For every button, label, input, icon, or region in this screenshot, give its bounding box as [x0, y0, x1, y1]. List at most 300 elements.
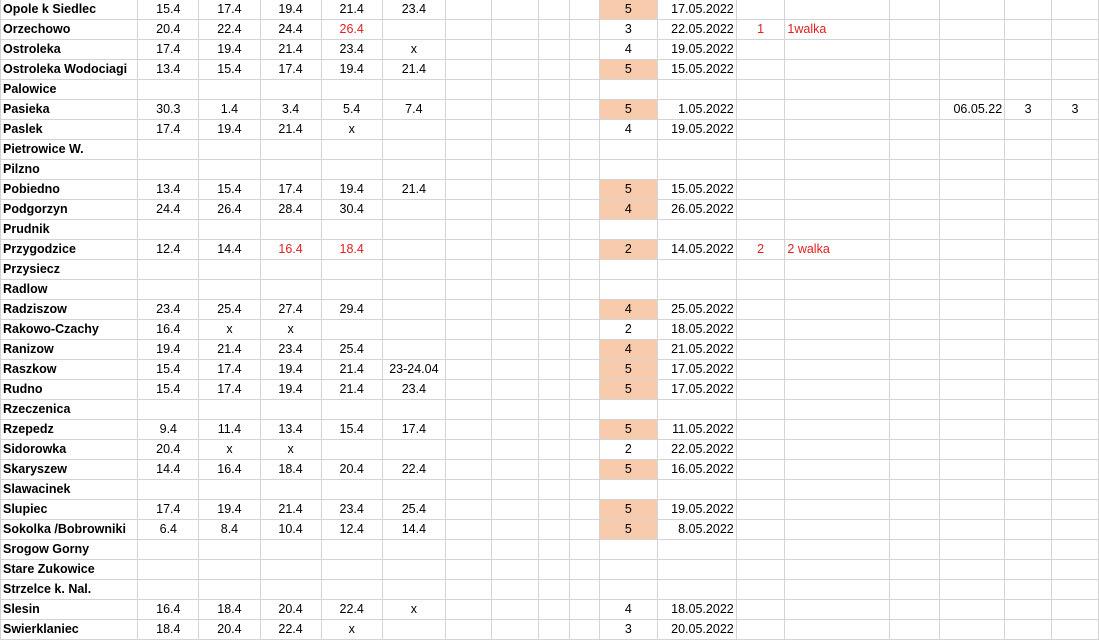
date-cell[interactable] [199, 560, 260, 580]
empty-cell[interactable] [538, 60, 570, 80]
extra-value-cell[interactable] [1052, 560, 1099, 580]
empty-cell[interactable] [570, 80, 600, 100]
empty-cell[interactable] [445, 440, 491, 460]
empty-cell[interactable] [492, 620, 538, 640]
extra-date-cell[interactable] [940, 440, 1005, 460]
empty-cell[interactable] [445, 520, 491, 540]
date-cell[interactable] [382, 160, 445, 180]
empty-cell[interactable] [445, 580, 491, 600]
extra-date-cell[interactable] [940, 40, 1005, 60]
empty-cell[interactable] [570, 20, 600, 40]
empty-cell[interactable] [890, 520, 940, 540]
score-cell[interactable]: 4 [599, 120, 657, 140]
due-date-cell[interactable]: 25.05.2022 [657, 300, 736, 320]
extra-value-cell[interactable] [1005, 160, 1052, 180]
empty-cell[interactable] [570, 360, 600, 380]
extra-date-cell[interactable] [940, 140, 1005, 160]
date-cell[interactable]: 10.4 [260, 520, 321, 540]
empty-cell[interactable] [570, 60, 600, 80]
date-cell[interactable]: 19.4 [199, 120, 260, 140]
count-cell[interactable] [736, 560, 785, 580]
due-date-cell[interactable] [657, 160, 736, 180]
empty-cell[interactable] [445, 320, 491, 340]
note-cell[interactable] [785, 500, 890, 520]
empty-cell[interactable] [538, 320, 570, 340]
empty-cell[interactable] [570, 340, 600, 360]
extra-date-cell[interactable] [940, 180, 1005, 200]
empty-cell[interactable] [890, 20, 940, 40]
location-name-cell[interactable]: Przygodzice [1, 240, 138, 260]
empty-cell[interactable] [538, 140, 570, 160]
extra-value-cell[interactable] [1005, 380, 1052, 400]
count-cell[interactable] [736, 400, 785, 420]
empty-cell[interactable] [570, 180, 600, 200]
due-date-cell[interactable] [657, 80, 736, 100]
extra-date-cell[interactable] [940, 120, 1005, 140]
extra-value-cell[interactable] [1005, 80, 1052, 100]
extra-date-cell[interactable] [940, 240, 1005, 260]
empty-cell[interactable] [890, 340, 940, 360]
empty-cell[interactable] [445, 560, 491, 580]
location-name-cell[interactable]: Slesin [1, 600, 138, 620]
date-cell[interactable] [138, 560, 199, 580]
date-cell[interactable]: 17.4 [138, 40, 199, 60]
date-cell[interactable]: 22.4 [199, 20, 260, 40]
empty-cell[interactable] [445, 20, 491, 40]
score-cell[interactable]: 3 [599, 20, 657, 40]
location-name-cell[interactable]: Slawacinek [1, 480, 138, 500]
score-cell[interactable]: 5 [599, 60, 657, 80]
extra-date-cell[interactable] [940, 220, 1005, 240]
due-date-cell[interactable]: 22.05.2022 [657, 20, 736, 40]
date-cell[interactable]: 15.4 [138, 380, 199, 400]
date-cell[interactable] [382, 580, 445, 600]
count-cell[interactable] [736, 360, 785, 380]
due-date-cell[interactable]: 19.05.2022 [657, 40, 736, 60]
date-cell[interactable] [138, 540, 199, 560]
due-date-cell[interactable]: 17.05.2022 [657, 360, 736, 380]
date-cell[interactable] [321, 440, 382, 460]
location-name-cell[interactable]: Pasieka [1, 100, 138, 120]
score-cell[interactable]: 5 [599, 0, 657, 20]
date-cell[interactable] [138, 80, 199, 100]
date-cell[interactable]: 19.4 [321, 180, 382, 200]
empty-cell[interactable] [538, 280, 570, 300]
empty-cell[interactable] [538, 520, 570, 540]
date-cell[interactable] [260, 140, 321, 160]
empty-cell[interactable] [445, 100, 491, 120]
extra-value-cell[interactable] [1005, 60, 1052, 80]
date-cell[interactable]: 15.4 [321, 420, 382, 440]
extra-value-cell[interactable] [1052, 180, 1099, 200]
date-cell[interactable] [321, 260, 382, 280]
empty-cell[interactable] [570, 500, 600, 520]
count-cell[interactable] [736, 460, 785, 480]
date-cell[interactable]: 21.4 [321, 360, 382, 380]
date-cell[interactable]: 22.4 [382, 460, 445, 480]
note-cell[interactable] [785, 160, 890, 180]
note-cell[interactable] [785, 80, 890, 100]
note-cell[interactable] [785, 560, 890, 580]
date-cell[interactable]: 29.4 [321, 300, 382, 320]
extra-value-cell[interactable] [1005, 620, 1052, 640]
note-cell[interactable] [785, 300, 890, 320]
location-name-cell[interactable]: Ostroleka Wodociagi [1, 60, 138, 80]
date-cell[interactable] [382, 220, 445, 240]
date-cell[interactable]: 26.4 [199, 200, 260, 220]
count-cell[interactable] [736, 100, 785, 120]
date-cell[interactable]: x [382, 600, 445, 620]
empty-cell[interactable] [890, 460, 940, 480]
extra-date-cell[interactable] [940, 160, 1005, 180]
empty-cell[interactable] [890, 620, 940, 640]
extra-value-cell[interactable] [1052, 420, 1099, 440]
location-name-cell[interactable]: Prudnik [1, 220, 138, 240]
date-cell[interactable]: 17.4 [382, 420, 445, 440]
empty-cell[interactable] [890, 120, 940, 140]
empty-cell[interactable] [570, 460, 600, 480]
date-cell[interactable] [138, 220, 199, 240]
location-name-cell[interactable]: Srogow Gorny [1, 540, 138, 560]
empty-cell[interactable] [445, 240, 491, 260]
note-cell[interactable] [785, 60, 890, 80]
due-date-cell[interactable] [657, 280, 736, 300]
date-cell[interactable] [138, 260, 199, 280]
empty-cell[interactable] [445, 40, 491, 60]
empty-cell[interactable] [492, 420, 538, 440]
empty-cell[interactable] [492, 220, 538, 240]
empty-cell[interactable] [492, 460, 538, 480]
empty-cell[interactable] [890, 380, 940, 400]
extra-value-cell[interactable] [1005, 180, 1052, 200]
extra-value-cell[interactable] [1052, 120, 1099, 140]
date-cell[interactable]: x [260, 320, 321, 340]
date-cell[interactable]: 23.4 [382, 0, 445, 20]
date-cell[interactable] [138, 480, 199, 500]
date-cell[interactable]: 16.4 [260, 240, 321, 260]
empty-cell[interactable] [890, 260, 940, 280]
empty-cell[interactable] [570, 220, 600, 240]
date-cell[interactable] [138, 140, 199, 160]
due-date-cell[interactable]: 15.05.2022 [657, 60, 736, 80]
empty-cell[interactable] [538, 380, 570, 400]
date-cell[interactable]: 30.3 [138, 100, 199, 120]
empty-cell[interactable] [570, 140, 600, 160]
extra-date-cell[interactable] [940, 200, 1005, 220]
date-cell[interactable] [199, 160, 260, 180]
score-cell[interactable]: 4 [599, 300, 657, 320]
extra-date-cell[interactable] [940, 380, 1005, 400]
extra-value-cell[interactable] [1052, 340, 1099, 360]
extra-value-cell[interactable] [1052, 20, 1099, 40]
empty-cell[interactable] [492, 180, 538, 200]
empty-cell[interactable] [492, 380, 538, 400]
date-cell[interactable]: 17.4 [138, 500, 199, 520]
empty-cell[interactable] [445, 540, 491, 560]
count-cell[interactable] [736, 40, 785, 60]
count-cell[interactable] [736, 220, 785, 240]
due-date-cell[interactable]: 8.05.2022 [657, 520, 736, 540]
due-date-cell[interactable]: 19.05.2022 [657, 120, 736, 140]
count-cell[interactable] [736, 380, 785, 400]
date-cell[interactable]: 23.4 [138, 300, 199, 320]
date-cell[interactable] [382, 20, 445, 40]
empty-cell[interactable] [445, 160, 491, 180]
date-cell[interactable]: 20.4 [138, 20, 199, 40]
empty-cell[interactable] [445, 220, 491, 240]
extra-date-cell[interactable] [940, 300, 1005, 320]
extra-value-cell[interactable] [1052, 320, 1099, 340]
date-cell[interactable]: 17.4 [199, 0, 260, 20]
date-cell[interactable] [321, 160, 382, 180]
date-cell[interactable] [382, 240, 445, 260]
empty-cell[interactable] [492, 400, 538, 420]
extra-date-cell[interactable] [940, 460, 1005, 480]
empty-cell[interactable] [538, 540, 570, 560]
due-date-cell[interactable] [657, 560, 736, 580]
date-cell[interactable]: 19.4 [199, 40, 260, 60]
extra-date-cell[interactable] [940, 260, 1005, 280]
date-cell[interactable] [199, 480, 260, 500]
empty-cell[interactable] [570, 620, 600, 640]
date-cell[interactable] [382, 80, 445, 100]
empty-cell[interactable] [538, 80, 570, 100]
count-cell[interactable] [736, 340, 785, 360]
empty-cell[interactable] [445, 600, 491, 620]
empty-cell[interactable] [538, 100, 570, 120]
note-cell[interactable] [785, 360, 890, 380]
empty-cell[interactable] [890, 80, 940, 100]
date-cell[interactable] [321, 320, 382, 340]
empty-cell[interactable] [890, 500, 940, 520]
empty-cell[interactable] [445, 180, 491, 200]
score-cell[interactable] [599, 400, 657, 420]
score-cell[interactable]: 5 [599, 380, 657, 400]
location-name-cell[interactable]: Pietrowice W. [1, 140, 138, 160]
extra-value-cell[interactable] [1005, 280, 1052, 300]
empty-cell[interactable] [890, 280, 940, 300]
date-cell[interactable]: 21.4 [260, 500, 321, 520]
location-name-cell[interactable]: Sidorowka [1, 440, 138, 460]
due-date-cell[interactable]: 17.05.2022 [657, 380, 736, 400]
empty-cell[interactable] [538, 440, 570, 460]
date-cell[interactable] [260, 540, 321, 560]
empty-cell[interactable] [890, 400, 940, 420]
location-name-cell[interactable]: Opole k Siedlec [1, 0, 138, 20]
date-cell[interactable] [382, 340, 445, 360]
location-name-cell[interactable]: Rzeczenica [1, 400, 138, 420]
score-cell[interactable] [599, 260, 657, 280]
date-cell[interactable] [382, 300, 445, 320]
note-cell[interactable] [785, 540, 890, 560]
location-name-cell[interactable]: Orzechowo [1, 20, 138, 40]
extra-value-cell[interactable]: 3 [1005, 100, 1052, 120]
extra-value-cell[interactable] [1052, 440, 1099, 460]
due-date-cell[interactable]: 22.05.2022 [657, 440, 736, 460]
empty-cell[interactable] [538, 500, 570, 520]
count-cell[interactable] [736, 440, 785, 460]
empty-cell[interactable] [538, 180, 570, 200]
empty-cell[interactable] [538, 240, 570, 260]
count-cell[interactable] [736, 180, 785, 200]
date-cell[interactable] [138, 580, 199, 600]
count-cell[interactable] [736, 60, 785, 80]
extra-value-cell[interactable] [1052, 600, 1099, 620]
score-cell[interactable] [599, 480, 657, 500]
note-cell[interactable] [785, 340, 890, 360]
note-cell[interactable] [785, 520, 890, 540]
empty-cell[interactable] [538, 400, 570, 420]
count-cell[interactable] [736, 0, 785, 20]
note-cell[interactable] [785, 0, 890, 20]
date-cell[interactable]: 13.4 [260, 420, 321, 440]
date-cell[interactable]: 14.4 [199, 240, 260, 260]
score-cell[interactable]: 5 [599, 500, 657, 520]
score-cell[interactable]: 5 [599, 100, 657, 120]
date-cell[interactable] [260, 280, 321, 300]
date-cell[interactable]: 13.4 [138, 180, 199, 200]
date-cell[interactable]: 3.4 [260, 100, 321, 120]
date-cell[interactable]: 15.4 [138, 0, 199, 20]
count-cell[interactable] [736, 80, 785, 100]
date-cell[interactable] [321, 580, 382, 600]
due-date-cell[interactable] [657, 260, 736, 280]
extra-value-cell[interactable] [1005, 480, 1052, 500]
note-cell[interactable] [785, 120, 890, 140]
empty-cell[interactable] [492, 160, 538, 180]
date-cell[interactable] [321, 280, 382, 300]
empty-cell[interactable] [445, 0, 491, 20]
date-cell[interactable] [382, 620, 445, 640]
extra-value-cell[interactable] [1005, 460, 1052, 480]
date-cell[interactable]: 18.4 [138, 620, 199, 640]
date-cell[interactable]: x [382, 40, 445, 60]
date-cell[interactable]: 11.4 [199, 420, 260, 440]
empty-cell[interactable] [538, 620, 570, 640]
score-cell[interactable]: 5 [599, 180, 657, 200]
count-cell[interactable] [736, 160, 785, 180]
empty-cell[interactable] [890, 0, 940, 20]
date-cell[interactable]: 20.4 [260, 600, 321, 620]
score-cell[interactable]: 3 [599, 620, 657, 640]
date-cell[interactable]: 14.4 [382, 520, 445, 540]
date-cell[interactable]: 20.4 [138, 440, 199, 460]
empty-cell[interactable] [890, 180, 940, 200]
count-cell[interactable] [736, 580, 785, 600]
empty-cell[interactable] [445, 260, 491, 280]
empty-cell[interactable] [890, 320, 940, 340]
score-cell[interactable]: 2 [599, 320, 657, 340]
empty-cell[interactable] [492, 340, 538, 360]
date-cell[interactable]: 20.4 [321, 460, 382, 480]
empty-cell[interactable] [445, 620, 491, 640]
empty-cell[interactable] [570, 380, 600, 400]
date-cell[interactable] [382, 260, 445, 280]
date-cell[interactable] [382, 200, 445, 220]
empty-cell[interactable] [492, 20, 538, 40]
empty-cell[interactable] [492, 200, 538, 220]
empty-cell[interactable] [570, 440, 600, 460]
extra-value-cell[interactable] [1005, 40, 1052, 60]
extra-value-cell[interactable] [1052, 40, 1099, 60]
date-cell[interactable] [199, 140, 260, 160]
date-cell[interactable]: 13.4 [138, 60, 199, 80]
date-cell[interactable]: 15.4 [199, 180, 260, 200]
date-cell[interactable]: 16.4 [138, 600, 199, 620]
extra-date-cell[interactable] [940, 280, 1005, 300]
empty-cell[interactable] [538, 460, 570, 480]
extra-value-cell[interactable] [1052, 260, 1099, 280]
score-cell[interactable]: 5 [599, 360, 657, 380]
date-cell[interactable]: x [321, 120, 382, 140]
date-cell[interactable]: 21.4 [260, 120, 321, 140]
note-cell[interactable] [785, 420, 890, 440]
score-cell[interactable] [599, 80, 657, 100]
date-cell[interactable]: 19.4 [321, 60, 382, 80]
note-cell[interactable] [785, 320, 890, 340]
date-cell[interactable] [260, 400, 321, 420]
score-cell[interactable] [599, 140, 657, 160]
empty-cell[interactable] [570, 580, 600, 600]
extra-date-cell[interactable] [940, 580, 1005, 600]
date-cell[interactable]: 8.4 [199, 520, 260, 540]
due-date-cell[interactable]: 26.05.2022 [657, 200, 736, 220]
date-cell[interactable]: 28.4 [260, 200, 321, 220]
extra-value-cell[interactable] [1052, 620, 1099, 640]
empty-cell[interactable] [538, 420, 570, 440]
date-cell[interactable]: 5.4 [321, 100, 382, 120]
extra-date-cell[interactable] [940, 520, 1005, 540]
empty-cell[interactable] [445, 420, 491, 440]
date-cell[interactable] [138, 400, 199, 420]
date-cell[interactable] [382, 320, 445, 340]
due-date-cell[interactable]: 17.05.2022 [657, 0, 736, 20]
empty-cell[interactable] [445, 140, 491, 160]
empty-cell[interactable] [492, 60, 538, 80]
date-cell[interactable] [321, 540, 382, 560]
extra-value-cell[interactable] [1052, 300, 1099, 320]
date-cell[interactable]: 7.4 [382, 100, 445, 120]
empty-cell[interactable] [570, 120, 600, 140]
extra-value-cell[interactable] [1005, 560, 1052, 580]
empty-cell[interactable] [492, 480, 538, 500]
date-cell[interactable]: 18.4 [321, 240, 382, 260]
extra-value-cell[interactable] [1005, 120, 1052, 140]
empty-cell[interactable] [445, 60, 491, 80]
date-cell[interactable]: 14.4 [138, 460, 199, 480]
date-cell[interactable] [199, 400, 260, 420]
location-name-cell[interactable]: Skaryszew [1, 460, 138, 480]
empty-cell[interactable] [492, 120, 538, 140]
extra-value-cell[interactable] [1005, 300, 1052, 320]
date-cell[interactable] [382, 480, 445, 500]
due-date-cell[interactable] [657, 580, 736, 600]
empty-cell[interactable] [538, 600, 570, 620]
empty-cell[interactable] [890, 140, 940, 160]
extra-value-cell[interactable]: 3 [1052, 100, 1099, 120]
location-name-cell[interactable]: Paslek [1, 120, 138, 140]
empty-cell[interactable] [890, 360, 940, 380]
extra-date-cell[interactable] [940, 360, 1005, 380]
date-cell[interactable]: 17.4 [260, 60, 321, 80]
empty-cell[interactable] [445, 80, 491, 100]
location-name-cell[interactable]: Rudno [1, 380, 138, 400]
score-cell[interactable]: 2 [599, 240, 657, 260]
location-name-cell[interactable]: Strzelce k. Nal. [1, 580, 138, 600]
extra-date-cell[interactable] [940, 400, 1005, 420]
location-name-cell[interactable]: Raszkow [1, 360, 138, 380]
date-cell[interactable] [199, 220, 260, 240]
